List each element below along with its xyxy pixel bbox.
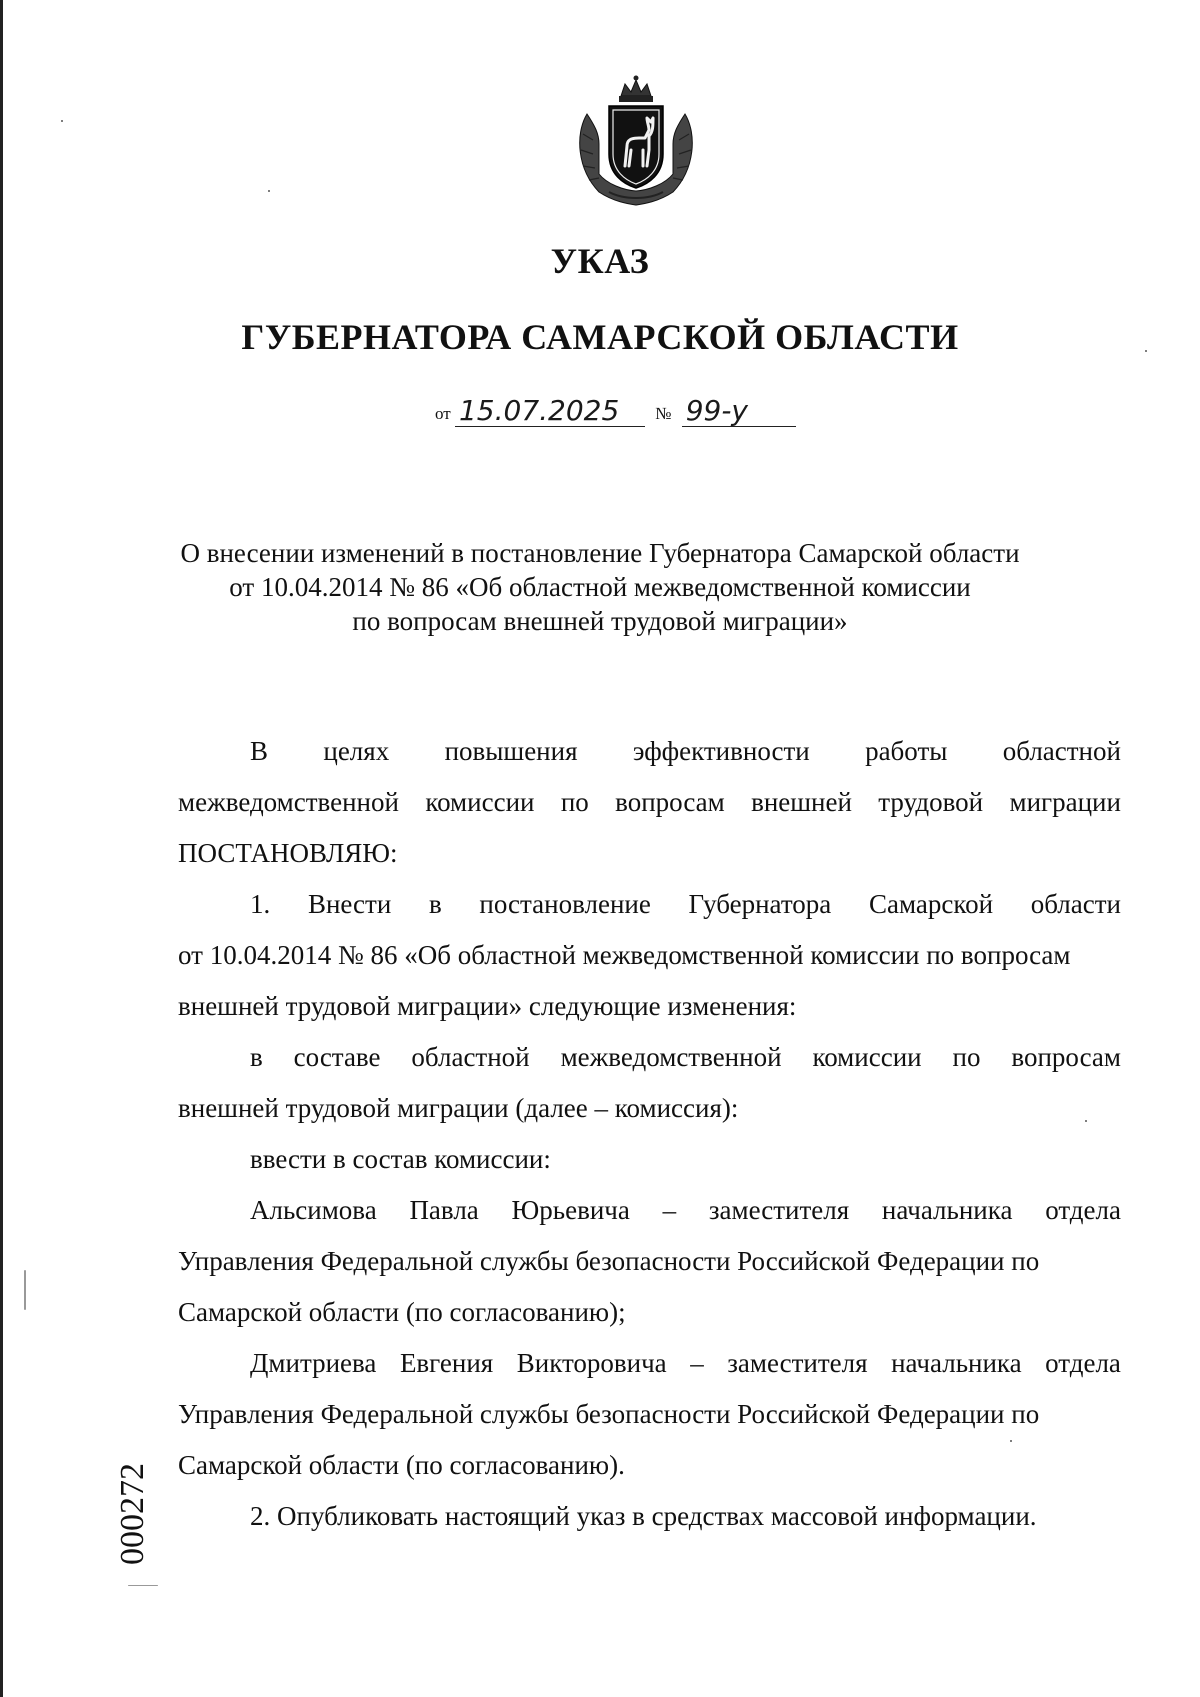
word: – xyxy=(662,1195,677,1225)
scan-speck xyxy=(1085,1120,1087,1122)
document-body xyxy=(178,726,1121,1542)
word: отдела xyxy=(1045,1348,1121,1378)
body-line: от 10.04.2014 № 86 «Об областной межведомственной комиссии по вопросам xyxy=(178,940,1071,970)
word: эффективности xyxy=(632,736,810,766)
subject-line: от 10.04.2014 № 86 «Об областной межведомственной комиссии xyxy=(229,572,971,602)
scan-speck xyxy=(61,120,63,122)
word: Юрьевича xyxy=(511,1195,630,1225)
body-line: Управления Федеральной службы безопасности Российской Федерации по xyxy=(178,1246,1040,1276)
word: В xyxy=(250,736,269,766)
issuer-title: ГУБЕРНАТОРА САМАРСКОЙ ОБЛАСТИ xyxy=(241,317,959,357)
word: повышения xyxy=(444,736,578,766)
body-line: 2. Опубликовать настоящий указ в средствах массовой информации. xyxy=(250,1501,1037,1531)
word: 1. xyxy=(250,889,271,919)
date-label: от xyxy=(435,404,451,423)
word: межведомственной xyxy=(560,1042,782,1072)
word: Губернатора xyxy=(688,889,832,919)
word: Альсимова xyxy=(250,1195,377,1225)
word: постановление xyxy=(479,889,651,919)
coat-of-arms-emblem xyxy=(569,74,703,208)
word: в xyxy=(428,889,442,919)
word: в xyxy=(250,1042,263,1072)
scan-speck xyxy=(268,190,270,192)
word: заместителя xyxy=(727,1348,868,1378)
word: вопросам xyxy=(615,787,725,817)
decree-keyword: ПОСТАНОВЛЯЮ: xyxy=(178,838,398,868)
word: по xyxy=(952,1042,981,1072)
word: целях xyxy=(323,736,390,766)
word: начальника xyxy=(881,1195,1013,1225)
word: Евгения xyxy=(399,1348,494,1378)
word: по xyxy=(560,787,589,817)
date-number-line xyxy=(435,396,796,436)
word: Павла xyxy=(409,1195,479,1225)
word: Дмитриева xyxy=(250,1348,377,1378)
body-line xyxy=(178,1032,1121,1083)
word: миграции xyxy=(1009,787,1121,817)
word: составе xyxy=(293,1042,381,1072)
word: комиссии xyxy=(425,787,535,817)
serial-number-stamp xyxy=(113,1434,153,1594)
word: – xyxy=(690,1348,704,1378)
scan-speck xyxy=(1145,350,1147,352)
word: комиссии xyxy=(812,1042,922,1072)
scan-speck xyxy=(24,1270,26,1310)
word: Викторовича xyxy=(516,1348,667,1378)
body-line: внешней трудовой миграции» следующие изменения: xyxy=(178,991,797,1021)
body-line: Самарской области (по согласованию); xyxy=(178,1297,626,1327)
word: вопросам xyxy=(1011,1042,1121,1072)
scan-speck xyxy=(128,1585,158,1586)
subject-line: по вопросам внешней трудовой миграции» xyxy=(352,606,848,636)
body-line xyxy=(178,1338,1121,1389)
document-type-title: УКАЗ xyxy=(550,241,650,281)
word: Внести xyxy=(307,889,392,919)
body-line xyxy=(178,777,1121,828)
body-line xyxy=(178,879,1121,930)
word: отдела xyxy=(1045,1195,1121,1225)
word: внешней xyxy=(751,787,852,817)
word: заместителя xyxy=(708,1195,850,1225)
body-line: Самарской области (по согласованию). xyxy=(178,1450,625,1480)
body-line xyxy=(178,726,1121,777)
word: начальника xyxy=(891,1348,1022,1378)
word: работы xyxy=(865,736,948,766)
word: областной xyxy=(1002,736,1121,766)
number-value: 99-у xyxy=(682,396,796,427)
serial-number: 000272 xyxy=(114,1463,151,1565)
word: трудовой xyxy=(878,787,984,817)
body-line xyxy=(178,1185,1121,1236)
body-line: Управления Федеральной службы безопасности Российской Федерации по xyxy=(178,1399,1040,1429)
word: областной xyxy=(411,1042,530,1072)
word: Самарской xyxy=(868,889,994,919)
word: межведомственной xyxy=(178,787,399,817)
number-label: № xyxy=(655,404,672,423)
subject-line: О внесении изменений в постановление Губернатора Самарской области xyxy=(180,538,1020,568)
body-line: ввести в состав комиссии: xyxy=(250,1144,551,1174)
document-subject xyxy=(0,536,1200,638)
body-line: внешней трудовой миграции (далее – комиссия): xyxy=(178,1093,739,1123)
word: области xyxy=(1030,889,1121,919)
scan-speck xyxy=(1010,1440,1012,1442)
date-value: 15.07.2025 xyxy=(455,396,645,427)
